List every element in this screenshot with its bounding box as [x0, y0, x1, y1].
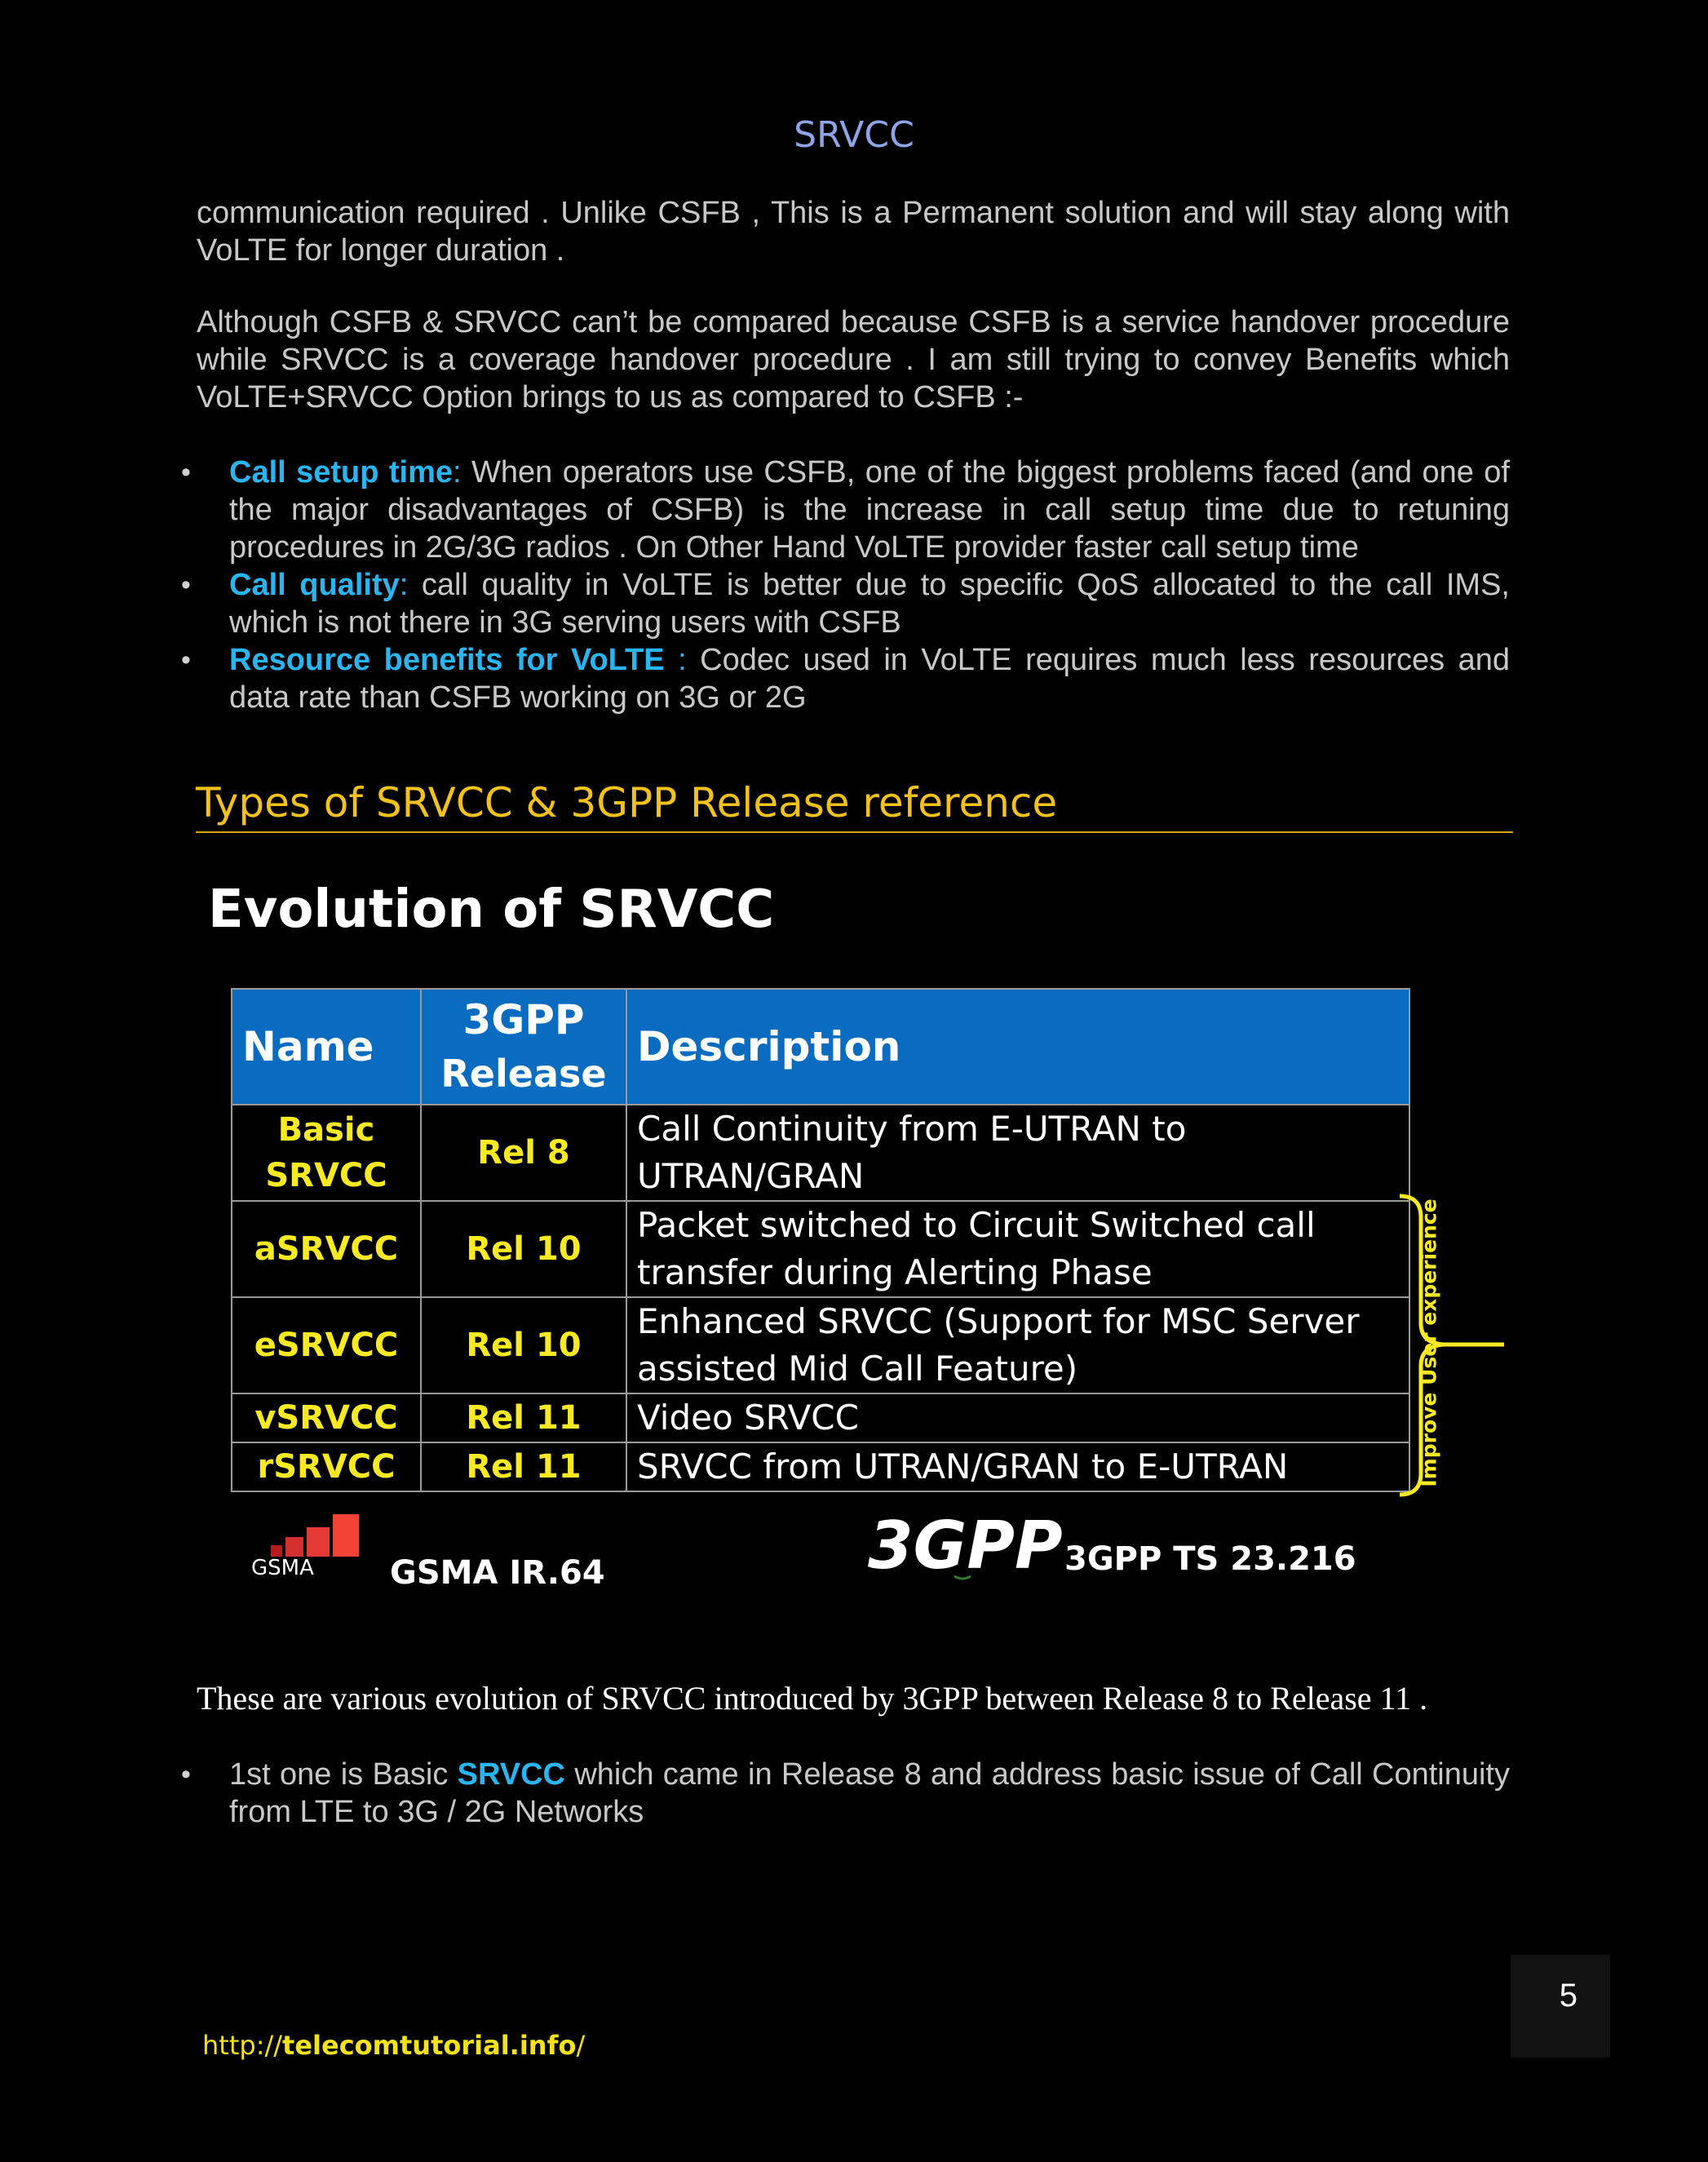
cell-description: SRVCC from UTRAN/GRAN to E-UTRAN: [626, 1442, 1409, 1491]
benefit-text: Codec used in VoLTE requires much less resources and data rate than CSFB working on 3G or 2G: [229, 643, 1510, 715]
3gpp-reference: 3GPP TS 23.216: [1064, 1540, 1356, 1578]
cell-name: aSRVCC: [232, 1201, 421, 1297]
list-item: [178, 641, 1510, 716]
bullet-icon: •: [181, 645, 191, 676]
evolution-intro-text: These are various evolution of SRVCC introduced by 3GPP between Release 8 to Release 11 .: [197, 1680, 1428, 1717]
cell-name: eSRVCC: [232, 1297, 421, 1393]
cell-release: Rel 11: [421, 1442, 626, 1491]
cell-description: Video SRVCC: [626, 1393, 1409, 1442]
gsma-reference: GSMA IR.64: [390, 1554, 605, 1592]
list-item: [178, 1756, 1510, 1831]
evolution-term: SRVCC: [457, 1757, 566, 1792]
cell-release: Rel 10: [421, 1201, 626, 1297]
cell-release: Rel 11: [421, 1393, 626, 1442]
column-header-name: Name: [232, 989, 421, 1105]
table-header-row: [232, 989, 1409, 1105]
intro-paragraph-2: Although CSFB & SRVCC can’t be compared because CSFB is a service handover procedure while SRVCC is a coverage handover procedure . I am still trying to convey Benefits which VoLTE+SRVCC Option brings to us as compared to CSFB :-: [197, 305, 1510, 414]
column-header-description: Description: [626, 989, 1409, 1105]
cell-description: Enhanced SRVCC (Support for MSC Server assisted Mid Call Feature): [626, 1297, 1409, 1393]
benefit-term: Resource benefits for VoLTE: [229, 643, 665, 677]
3gpp-logo-text: 3GPP: [868, 1508, 1063, 1584]
curly-bracket-icon: [1396, 1193, 1511, 1498]
bullet-icon: •: [181, 457, 191, 488]
table-row: [232, 1393, 1409, 1442]
table-row: [232, 1105, 1409, 1201]
3gpp-logo-icon: [865, 1503, 1063, 1584]
url-prefix: http://: [202, 2030, 283, 2061]
table-row: [232, 1442, 1409, 1491]
gsma-logo-icon: [251, 1511, 362, 1580]
list-item: [178, 454, 1510, 566]
footer-url-link[interactable]: [202, 2030, 585, 2061]
intro-paragraph-1: communication required . Unlike CSFB , This is a Permanent solution and will stay along with VoLTE for longer duration .: [197, 196, 1510, 268]
url-domain: telecomtutorial.info: [282, 2030, 577, 2061]
page-header-title: SRVCC: [794, 114, 914, 156]
cell-name: vSRVCC: [232, 1393, 421, 1442]
table-row: [232, 1297, 1409, 1393]
slide-title: Evolution of SRVCC: [208, 879, 775, 940]
benefit-separator: :: [664, 643, 687, 677]
cell-description: Packet switched to Circuit Switched call transfer during Alerting Phase: [626, 1201, 1409, 1297]
list-item: [178, 566, 1510, 641]
benefit-text: When operators use CSFB, one of the biggest problems faced (and one of the major disadvantages of CSFB) is the increase in call setup time due to retuning procedures in 2G/3G radios . On Other Hand VoLTE provider faster call setup time: [229, 455, 1510, 565]
cell-name: Basic SRVCC: [232, 1105, 421, 1201]
cell-description: Call Continuity from E-UTRAN to UTRAN/GRAN: [626, 1105, 1409, 1201]
gsma-logo-text: GSMA: [251, 1556, 314, 1580]
benefit-term: Call setup time: [229, 455, 454, 490]
page-number-box: [1511, 1955, 1610, 2058]
table-row: [232, 1201, 1409, 1297]
improve-user-experience-label: Improve User experience: [1417, 1198, 1441, 1487]
bullet-icon: •: [181, 569, 191, 600]
page-number: 5: [1559, 1978, 1577, 2014]
srvcc-evolution-table: [231, 988, 1410, 1492]
evolution-list: [178, 1756, 1510, 1831]
evolution-prefix: 1st one is Basic: [229, 1757, 458, 1792]
column-header-release: [421, 989, 626, 1105]
bullet-icon: •: [181, 1759, 191, 1790]
benefits-list: [178, 454, 1510, 716]
benefit-term: Call quality: [229, 568, 400, 602]
evolution-text: which came in Release 8 and address basic issue of Call Continuity from LTE to 3G / 2G Networks: [229, 1757, 1510, 1829]
benefit-text: call quality in VoLTE is better due to specific QoS allocated to the call IMS, which is not there in 3G serving users with CSFB: [229, 568, 1510, 640]
release-header-line2: Release: [440, 1052, 607, 1096]
benefit-separator: :: [399, 568, 409, 602]
cell-release: Rel 8: [421, 1105, 626, 1201]
cell-release: Rel 10: [421, 1297, 626, 1393]
release-header-line1: 3GPP: [462, 996, 585, 1043]
section-heading: Types of SRVCC & 3GPP Release reference: [196, 779, 1513, 833]
cell-name: rSRVCC: [232, 1442, 421, 1491]
url-suffix: /: [576, 2030, 586, 2061]
benefit-separator: :: [453, 455, 462, 490]
